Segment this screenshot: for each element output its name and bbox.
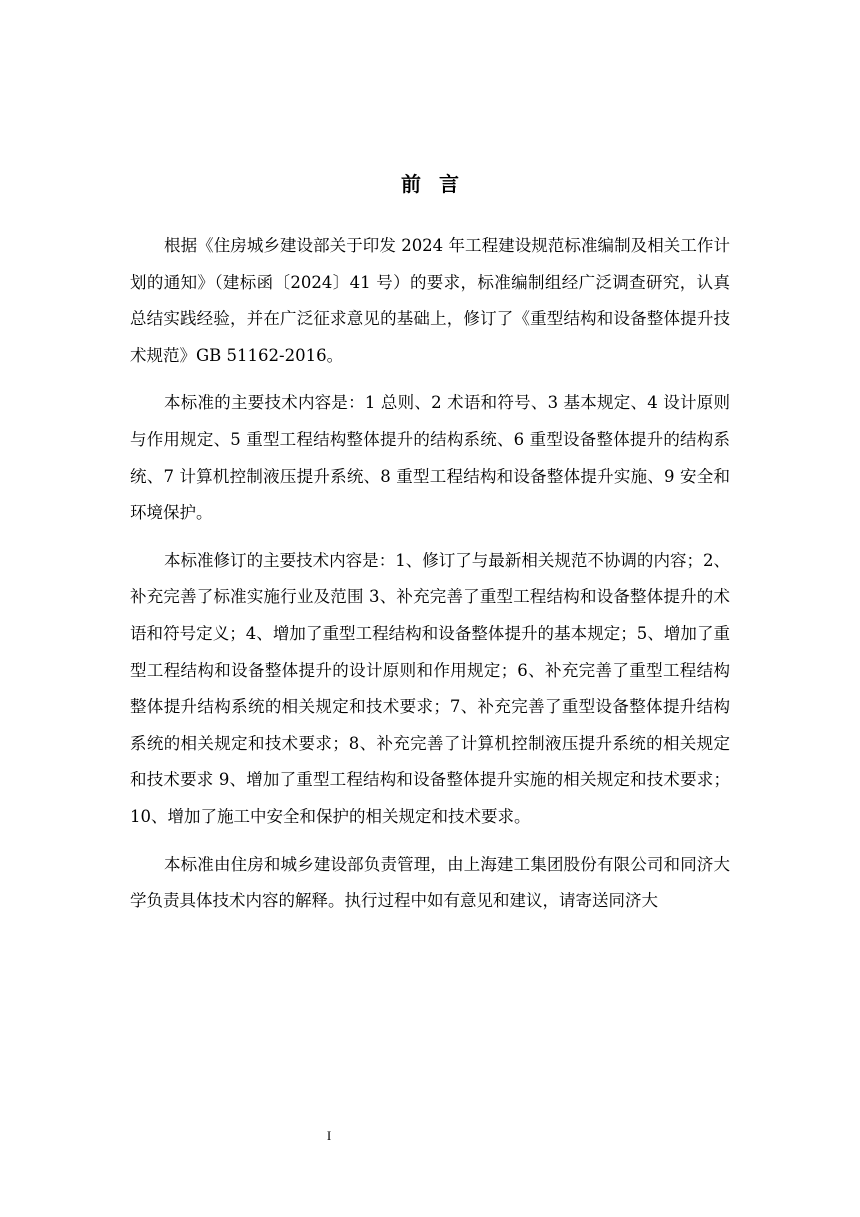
- paragraph-3: 本标准修订的主要技术内容是：1、修订了与最新相关规范不协调的内容；2、补充完善了标准实施行业及范围 3、补充完善了重型工程结构和设备整体提升的术语和符号定义；4、增加了重型工程结构和设备整体提升的基本规定；5、增加了重型工程结构和设备整体提升的设计原则和作用规定；6、补充完善了重型工程结构整体提升结构系统的相关规定和技术要求；7、补充完善了重型设备整体提升结构系统的相关规定和技术要求；8、补充完善了计算机控制液压提升系统的相关规定和技术要求 9、增加了重型工程结构和设备整体提升实施的相关规定和技术要求；10、增加了施工中安全和保护的相关规定和技术要求。: [130, 550, 730, 826]
- page-title: 前言: [401, 172, 477, 196]
- paragraph-4: 本标准由住房和城乡建设部负责管理，由上海建工集团股份有限公司和同济大学负责具体技术内容的解释。执行过程中如有意见和建议，请寄送同济大: [130, 854, 730, 911]
- body-text: [130, 228, 730, 931]
- page-number: I: [326, 1128, 332, 1143]
- paragraph-2: 本标准的主要技术内容是：1 总则、2 术语和符号、3 基本规定、4 设计原则与作用规定、5 重型工程结构整体提升的结构系统、6 重型设备整体提升的结构系统、7 计算机控制液压提升系统、8 重型工程结构和设备整体提升实施、9 安全和环境保护。: [130, 393, 730, 523]
- paragraph-1: 根据《住房城乡建设部关于印发 2024 年工程建设规范标准编制及相关工作计划的通知》（建标函〔2024〕41 号）的要求，标准编制组经广泛调查研究，认真总结实践经验，并在广泛征求意见的基础上，修订了《重型结构和设备整体提升技术规范》GB 51162-2016。: [130, 236, 730, 365]
